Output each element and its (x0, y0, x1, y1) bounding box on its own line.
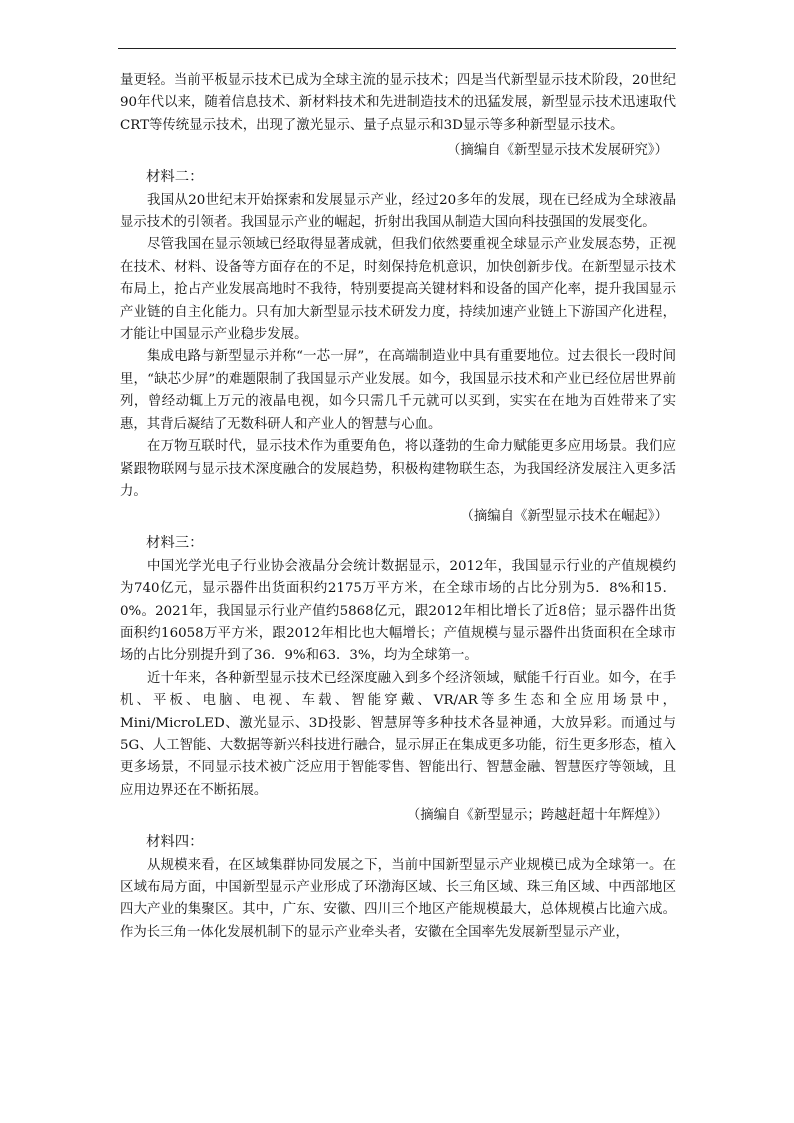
material-two-paragraph-2: 尽管我国在显示领域已经取得显著成就，但我们依然要重视全球显示产业发展态势，正视在技术、材料、设备等方面存在的不足，时刻保持危机意识，加快创新步伐。在新型显示技术布局上，抢占产业发展高地时不我待，特别要提高关键材料和设备的国产化率，提升我国显示产业链的自主化能力。只有加大新型显示技术研发力度，持续加速产业链上下游国产化进程，才能让中国显示产业稳步发展。 (120, 237, 676, 343)
material-three-heading: 材料三： (146, 534, 204, 551)
material-two-section (120, 166, 676, 529)
document-page (120, 70, 676, 944)
material-four-heading: 材料四： (146, 833, 204, 850)
material-three-section (120, 532, 676, 828)
header-rule (118, 48, 676, 49)
intro-source: （摘编自《新型显示技术发展研究》） (447, 143, 668, 159)
material-three-source: （摘编自《新型显示；跨越赶超十年辉煌》） (406, 808, 668, 824)
material-two-paragraph-4: 在万物互联时代，显示技术作为重要角色，将以蓬勃的生命力赋能更多应用场景。我们应紧跟物联网与显示技术深度融合的发展趋势，积极构建物联生态，为我国经济发展注入更多活力。 (120, 439, 676, 499)
material-four-section (120, 831, 676, 945)
material-three-paragraph-2: 近十年来，各种新型显示技术已经深度融入到多个经济领域，赋能千行百业。如今，在手机、平板、电脑、电视、车载、智能穿戴、VR/AR等多生态和全应用场景中，Mini/MicroLED、激光显示、3D投影、智慧屏等多种技术各显神通，大放异彩。而通过与5G、人工智能、大数据等新兴科技进行融合，显示屏正在集成更多功能，衍生更多形态，植入更多场景，不同显示技术被广泛应用于智能零售、智能出行、智慧金融、智慧医疗等领域，且应用边界还在不断拓展。 (120, 670, 676, 798)
material-two-paragraph-3: 集成电路与新型显示并称“一芯一屏”，在高端制造业中具有重要地位。过去很长一段时间里，“缺芯少屏”的难题限制了我国显示产业发展。如今，我国显示技术和产业已经位居世界前列，曾经动辄上万元的液晶电视，如今只需几千元就可以买到，实实在在地为百姓带来了实惠，其背后凝结了无数科研人和产业人的智慧与心血。 (120, 349, 676, 432)
material-two-heading: 材料二： (146, 168, 204, 185)
material-two-paragraph-1: 我国从20世纪末开始探索和发展显示产业，经过20多年的发展，现在已经成为全球液晶显示技术的引领者。我国显示产业的崛起，折射出我国从制造大国向科技强国的发展变化。 (120, 192, 676, 231)
material-two-source: （摘编自《新型显示技术在崛起》） (460, 509, 668, 525)
material-three-paragraph-1: 中国光学光电子行业协会液晶分会统计数据显示，2012年，我国显示行业的产值规模约为740亿元，显示器件出货面积约2175万平方米，在全球市场的占比分别为5．8%和15．0%。2021年，我国显示行业产值约5868亿元，跟2012年相比增长了近8倍；显示器件出货面积约16058万平方米，跟2012年相比也大幅增长；产值规模与显示器件出货面积在全球市场的占比分别提升到了36．9%和63．3%，均为全球第一。 (120, 558, 676, 664)
intro-paragraph: 量更轻。当前平板显示技术已成为全球主流的显示技术；四是当代新型显示技术阶段，20世纪90年代以来，随着信息技术、新材料技术和先进制造技术的迅猛发展，新型显示技术迅速取代CRT等传统显示技术，出现了激光显示、量子点显示和3D显示等多种新型显示技术。 (120, 73, 676, 133)
material-four-paragraph-1: 从规模来看，在区域集群协同发展之下，当前中国新型显示产业规模已成为全球第一。在区域布局方面，中国新型显示产业形成了环渤海区域、长三角区域、珠三角区域、中西部地区四大产业的集聚区。其中，广东、安徽、四川三个地区产能规模最大，总体规模占比逾六成。作为长三角一体化发展机制下的显示产业牵头者，安徽在全国率先发展新型显示产业， (120, 857, 676, 940)
